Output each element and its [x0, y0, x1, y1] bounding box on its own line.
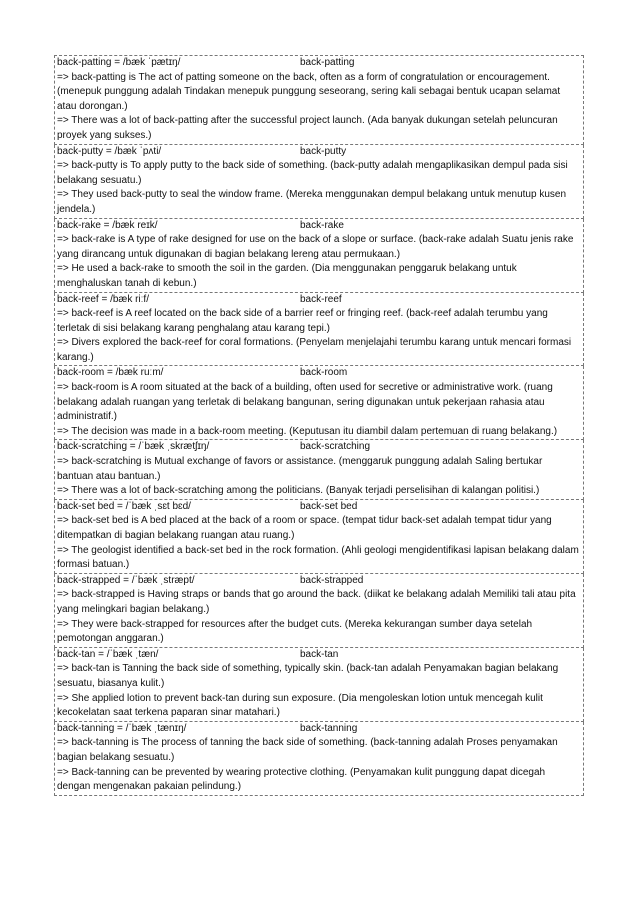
glossary-entry — [54, 366, 584, 440]
example-sentence: => The geologist identified a back-set bed in the rock formation. (Ahli geologi mengidentifikasi lapisan belakang dalam formasi batuan.) — [57, 544, 579, 571]
definition: => back-rake is A type of rake designed for use on the back of a slope or surface. (back-rake adalah Suatu jenis rake yang dirancang untuk digunakan di bagian belakang lereng atau permukaan.) — [57, 234, 574, 260]
entry-header — [57, 500, 581, 515]
glossary-entry — [54, 440, 584, 499]
entry-header — [57, 574, 581, 589]
pronunciation: back-patting = /bæk ˈpætɪŋ/ — [57, 57, 181, 68]
pronunciation: back-strapped = /ˈbæk ˌstræpt/ — [57, 574, 195, 586]
glossary-entry — [54, 145, 584, 219]
glossary-entry — [54, 293, 584, 367]
pronunciation: back-reef = /bæk riːf/ — [57, 293, 149, 305]
headword: back-patting — [300, 57, 355, 68]
pronunciation: back-scratching = /ˈbæk ˌskrætʃɪŋ/ — [57, 441, 210, 453]
entry-header — [57, 56, 581, 71]
entry-header — [57, 440, 581, 455]
glossary-entry — [54, 574, 584, 648]
definition: => back-scratching is Mutual exchange of favors or assistance. (menggaruk punggung adalah Saling bertukar bantuan atau bantuan.) — [57, 456, 543, 482]
pronunciation: back-room = /bæk ruːm/ — [57, 367, 164, 379]
entry-header — [57, 648, 581, 663]
example-sentence: => He used a back-rake to smooth the soil in the garden. (Dia menggunakan penggaruk belakang untuk menghaluskan tanah di kebun.) — [57, 263, 517, 289]
definition: => back-putty is To apply putty to the back side of something. (back-putty adalah mengaplikasikan dempul pada sisi belakang sesuatu.) — [57, 160, 568, 186]
example-sentence: => She applied lotion to prevent back-tan during sun exposure. (Dia mengoleskan lotion untuk mencegah kulit kecokelatan saat terkena paparan sinar matahari.) — [57, 692, 543, 719]
pronunciation: back-tanning = /ˈbæk ˌtænɪŋ/ — [57, 722, 187, 734]
example-sentence: => There was a lot of back-patting after the successful project launch. (Ada banyak dukungan setelah peluncuran proyek yang sukses.) — [57, 115, 558, 141]
entry-header — [57, 722, 581, 737]
headword: back-tanning — [300, 722, 358, 734]
headword: back-set bed — [300, 500, 358, 512]
entry-header — [57, 293, 581, 308]
definition: => back-patting is The act of patting someone on the back, often as a form of congratulation or encouragement. (menepuk punggung adalah Tindakan menepuk punggung seseorang, sering kali sebagai bentuk ucapan selamat atau dorongan.) — [57, 71, 561, 112]
example-sentence: => Divers explored the back-reef for coral formations. (Penyelam menjelajahi terumbu karang untuk mencari formasi karang.) — [57, 337, 572, 363]
pronunciation: back-putty = /bæk ˈpʌti/ — [57, 145, 162, 157]
glossary-entry — [54, 55, 584, 145]
example-sentence: => They were back-strapped for resources after the budget cuts. (Mereka kekurangan sumber daya setelah pemotongan anggaran.) — [57, 618, 533, 645]
entry-header — [57, 219, 581, 234]
definition: => back-tan is Tanning the back side of something, typically skin. (back-tan adalah Penyamakan bagian belakang sesuatu, biasanya kulit.) — [57, 663, 559, 689]
glossary-entry — [54, 648, 584, 722]
example-sentence: => The decision was made in a back-room meeting. (Keputusan itu diambil dalam pertemuan di ruang belakang.) — [57, 425, 558, 437]
headword: back-room — [300, 367, 348, 379]
example-sentence: => Back-tanning can be prevented by wearing protective clothing. (Penyamakan kulit punggung dapat dicegah dengan mengenakan pakaian pelindung.) — [57, 766, 546, 793]
headword: back-scratching — [300, 441, 371, 453]
headword: back-putty — [300, 145, 347, 157]
pronunciation: back-rake = /bæk reɪk/ — [57, 219, 158, 231]
definition: => back-set bed is A bed placed at the back of a room or space. (tempat tidur back-set adalah tempat tidur yang ditempatkan di bagian belakang ruangan atau ruang.) — [57, 515, 552, 541]
headword: back-tan — [300, 648, 339, 660]
definition: => back-room is A room situated at the back of a building, often used for secretive or administrative work. (ruang belakang adalah ruangan yang terletak di belakang bangunan, sering digunakan untuk pekerjaan rahasia atau administratif.) — [57, 382, 553, 423]
definition: => back-reef is A reef located on the back side of a barrier reef or fringing reef. (back-reef adalah terumbu yang terletak di sisi belakang karang penghalang atau karang tepi.) — [57, 308, 548, 334]
definition: => back-strapped is Having straps or bands that go around the back. (diikat ke belakang adalah Memiliki tali atau pita yang melingkari bagian belakang.) — [57, 589, 576, 615]
headword: back-strapped — [300, 574, 364, 586]
pronunciation: back-tan = /ˈbæk ˌtæn/ — [57, 648, 159, 660]
glossary-entry — [54, 500, 584, 574]
glossary-entry — [54, 722, 584, 796]
definition: => back-tanning is The process of tanning the back side of something. (back-tanning adalah Proses penyamakan bagian belakang sesuatu.) — [57, 737, 558, 763]
example-sentence: => They used back-putty to seal the window frame. (Mereka menggunakan dempul belakang untuk menutup kusen jendela.) — [57, 189, 567, 215]
entry-header — [57, 366, 581, 381]
entry-header — [57, 145, 581, 160]
pronunciation: back-set bed = /ˈbæk ˌsɛt bɛd/ — [57, 500, 191, 512]
headword: back-rake — [300, 219, 344, 231]
example-sentence: => There was a lot of back-scratching among the politicians. (Banyak terjadi perselisihan di kalangan politisi.) — [57, 485, 540, 497]
glossary-document — [54, 55, 584, 796]
glossary-entry — [54, 219, 584, 293]
headword: back-reef — [300, 293, 342, 305]
